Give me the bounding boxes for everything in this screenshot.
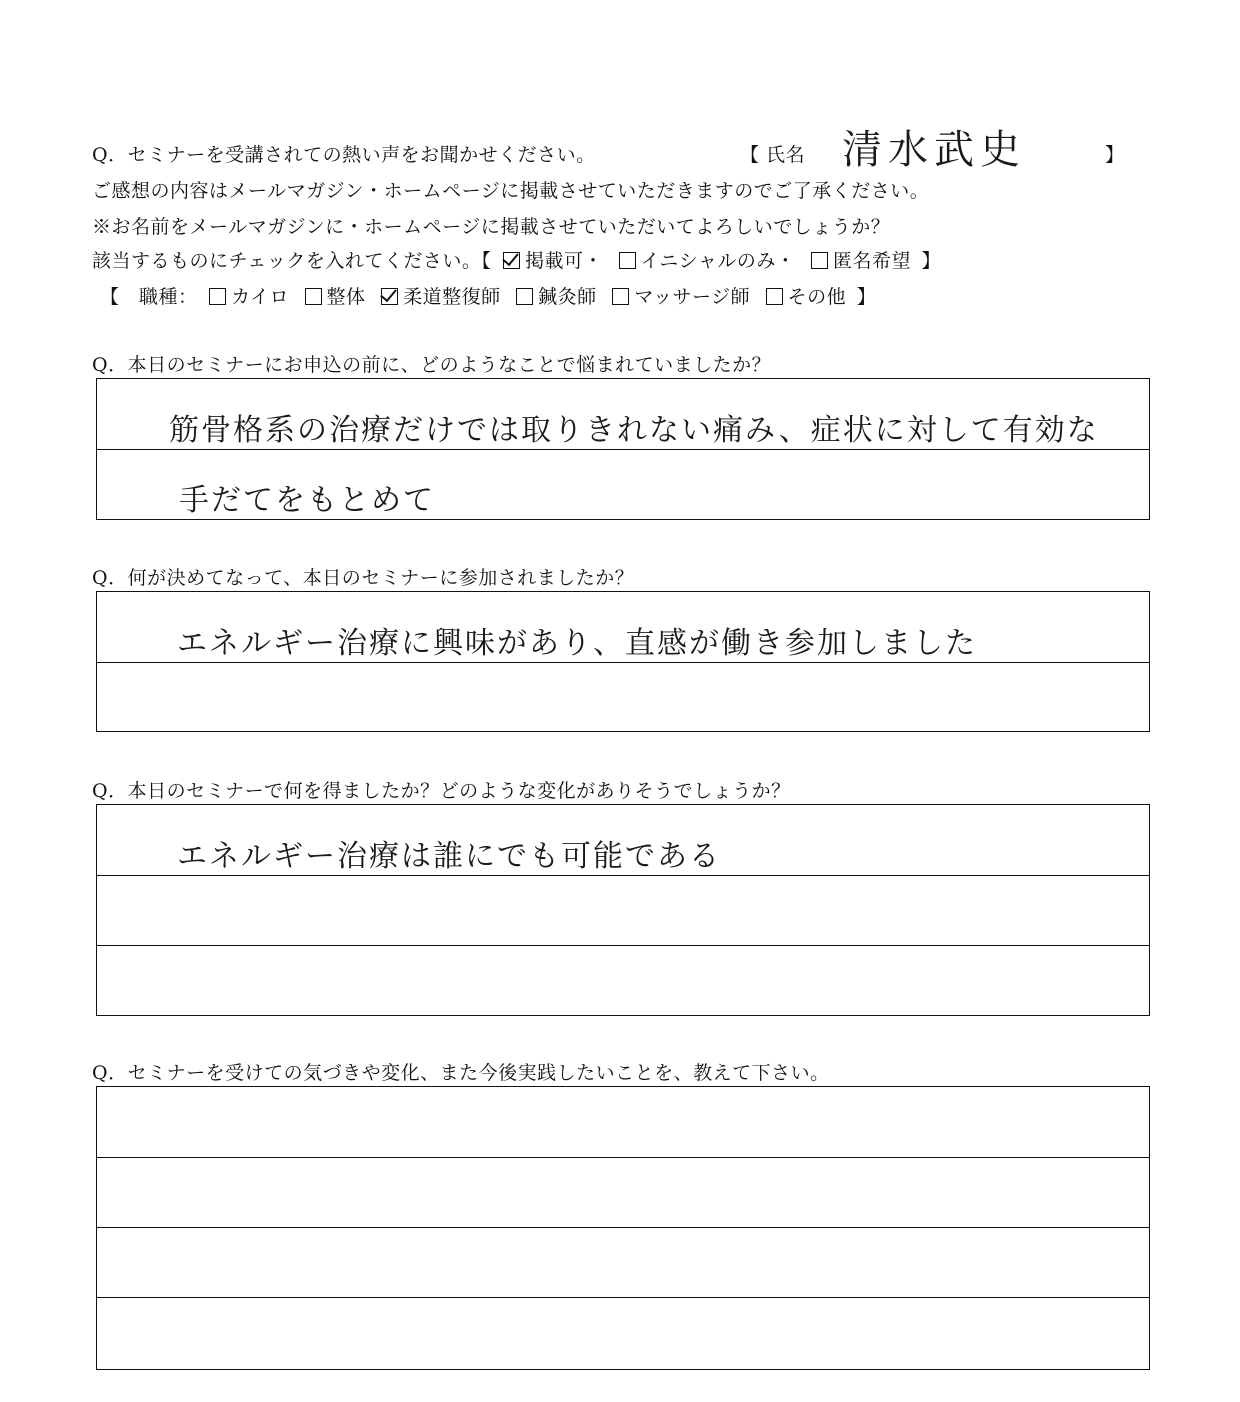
consent-notice: ご感想の内容はメールマガジン・ホームページに掲載させていただきますのでご了承ください。: [92, 180, 930, 202]
job-option-chiro[interactable]: カイロ: [204, 286, 293, 308]
checkbox-checked-icon[interactable]: [381, 288, 398, 305]
question-1-answer-line-2: 手だてをもとめて: [179, 483, 435, 518]
question-1-answer-line-1: 筋骨格系の治療だけでは取りきれない痛み、症状に対して有効な: [169, 413, 1099, 448]
name-close-bracket: 】: [1105, 144, 1125, 166]
question-1-answer-box: [96, 378, 1150, 520]
question-3-answer-box: [96, 804, 1150, 1016]
name-label: 【 氏名: [740, 144, 806, 166]
intro-question: Q．セミナーを受講されての熱い声をお聞かせください。: [92, 144, 596, 166]
job-type-row: [100, 282, 876, 309]
answer-row-divider: [97, 449, 1149, 450]
job-option-massage[interactable]: マッサージ師: [607, 286, 754, 308]
question-3-label: Q．本日のセミナーで何を得ましたか？どのような変化がありそうでしょうか？: [92, 780, 791, 802]
question-3-answer-line-1: エネルギー治療は誰にでも可能である: [177, 839, 721, 874]
answer-row-divider: [97, 662, 1149, 663]
publish-close-bracket: 】: [921, 250, 942, 272]
checkbox-icon[interactable]: [516, 288, 533, 305]
permission-question: ※お名前をメールマガジンに・ホームページに掲載させていただいてよろしいでしょうか？: [92, 216, 891, 238]
checkbox-icon[interactable]: [209, 288, 226, 305]
publish-option-anonymous[interactable]: 匿名希望: [806, 250, 915, 272]
checkbox-icon[interactable]: [612, 288, 629, 305]
job-option-judo[interactable]: 柔道整復師: [376, 286, 505, 308]
question-4-answer-box: [96, 1086, 1150, 1370]
checkbox-icon[interactable]: [619, 252, 636, 269]
question-4-label: Q．セミナーを受けての気づきや変化、また今後実践したいことを、教えて下さい。: [92, 1062, 830, 1084]
answer-row-divider: [97, 1297, 1149, 1298]
checkbox-icon[interactable]: [305, 288, 322, 305]
job-option-acupuncture[interactable]: 鍼灸師: [511, 286, 601, 308]
checkbox-checked-icon[interactable]: [503, 252, 520, 269]
question-2-label: Q．何が決めてなって、本日のセミナーに参加されましたか？: [92, 567, 635, 589]
question-1-label: Q．本日のセミナーにお申込の前に、どのようなことで悩まれていましたか？: [92, 354, 772, 376]
publish-option-ok[interactable]: 掲載可・: [498, 250, 607, 272]
job-option-seitai[interactable]: 整体: [300, 286, 370, 308]
publish-option-initials[interactable]: イニシャルのみ・: [614, 250, 800, 272]
question-2-answer-line-1: エネルギー治療に興味があり、直感が働き参加しました: [177, 626, 977, 661]
answer-row-divider: [97, 1227, 1149, 1228]
job-option-other[interactable]: その他: [761, 286, 851, 308]
question-2-answer-box: [96, 591, 1150, 732]
answer-row-divider: [97, 875, 1149, 876]
job-close-bracket: 】: [856, 286, 877, 308]
respondent-name: 清水武史: [842, 127, 1026, 173]
job-type-label: 【 職種：: [100, 286, 198, 308]
answer-row-divider: [97, 1157, 1149, 1158]
checkbox-icon[interactable]: [766, 288, 783, 305]
checkbox-icon[interactable]: [811, 252, 828, 269]
publish-permission-row: [92, 246, 941, 273]
answer-row-divider: [97, 945, 1149, 946]
check-prompt: 該当するものにチェックを入れてください。【: [92, 250, 492, 272]
